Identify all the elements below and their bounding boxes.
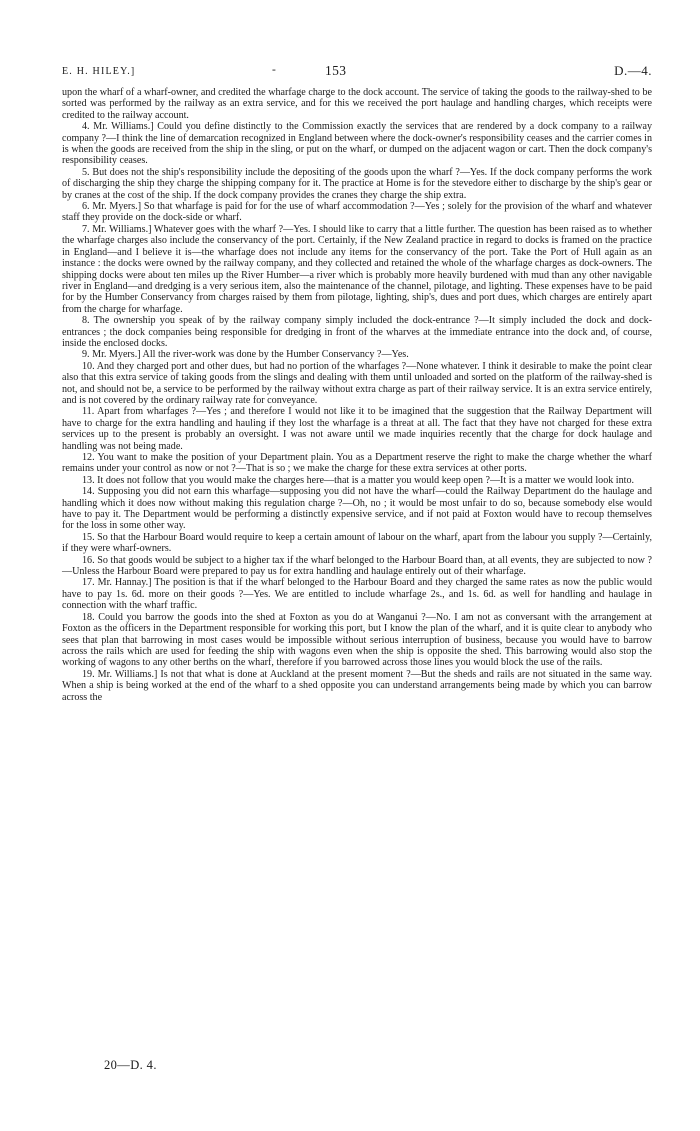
page-header bbox=[62, 60, 652, 80]
paragraph: 8. The ownership you speak of by the railway company simply included the dock-entrance ?—It simply included the dock and dock-entrances ; the dock companies being responsible for dredging in front of the wharves at the immediate entrance into the dock and, of course, inside the enclosed docks. bbox=[62, 315, 652, 349]
witness-name: E. H. HILEY.] bbox=[62, 66, 136, 77]
paragraph: 15. So that the Harbour Board would require to keep a certain amount of labour on the wharf, apart from the labour you supply ?—Certainly, if they were wharf-owners. bbox=[62, 531, 652, 555]
paragraph: 11. Apart from wharfages ?—Yes ; and therefore I would not like it to be imagined that the suggestion that the Railway Department will have to charge for the extra handling and hauling if they lost the wharfage is a threat at all. The fact that they have not charged for these extra services up to the present is probably an oversight. I was not aware until we made inquiries recently that the charge for dock haulage and handling was not being made. bbox=[62, 406, 652, 452]
document-page bbox=[62, 60, 652, 703]
paragraph: 12. You want to make the position of your Department plain. You as a Department reserve the right to make the charge whether the wharf remains under your control as now or not ?—That is so ; we make the charge for these extra services at other ports. bbox=[62, 452, 652, 475]
header-dash: - bbox=[272, 64, 277, 76]
paragraph: 10. And they charged port and other dues, but had no portion of the wharfages ?—None whatever. I think it desirable to make the point clear also that this extra service of taking goods from the slings and dealing with them until unloaded and sorted on the platform of the railway-shed is not, and should not be, a service to be performed by the railway without extra charge as part of their railway service. It is an extra service entirely, and is not covered by the ordinary railway rate for conveyance. bbox=[62, 360, 652, 406]
page-number: 153 bbox=[325, 63, 347, 78]
paragraph: 14. Supposing you did not earn this wharfage—supposing you did not have the wharf—could the Railway Department do the haulage and handling which it does now without making this regulation charge ?—Oh, no ; it would be most unfair to do so, because somebody else would have to pay it. The Department would be performing a distinctly expensive service, and if not paid at Foxton would have to recoup themselves for the loss in some other way. bbox=[62, 486, 652, 532]
paragraph: 5. But does not the ship's responsibility include the depositing of the goods upon the wharf ?—Yes. If the dock company performs the work of discharging the ship they charge the shipping company for it. The practice at Home is for the stevedore either to discharge by the ship's gear or by cranes at the cost of the ship. If the dock company provides the cranes they charge the ship extra. bbox=[62, 166, 652, 201]
paragraph: 17. Mr. Hannay.] The position is that if the wharf belonged to the Harbour Board and they charged the same rates as now the public would have to pay 1s. 6d. more on their goods ?—Yes. We are entitled to include wharfage 2s., and 1s. 6d. as well for handling and haulage in connection with the wharf traffic. bbox=[62, 577, 652, 612]
paragraph: 4. Mr. Williams.] Could you define distinctly to the Commission exactly the services that are rendered by a dock company to a railway company ?—I think the line of demarcation recognized in England between where the dock-owner's responsibility ceases and the carrier comes in is when the goods are received from the ship in the sling, or put on the wharf, or dumped on the adjacent wagon or cart. Then the dock company's responsibility ceases. bbox=[62, 121, 652, 167]
testimony-body bbox=[62, 87, 652, 703]
signature-mark: 20—D. 4. bbox=[104, 1058, 157, 1072]
paragraph: 6. Mr. Myers.] So that wharfage is paid for for the use of wharf accommodation ?—Yes ; solely for the provision of the wharf and whatever staff they provide on the dock-side or wharf. bbox=[62, 201, 652, 224]
paragraph: 16. So that goods would be subject to a higher tax if the wharf belonged to the Harbour Board than, at all events, they are subjected to now ?—Unless the Harbour Board were prepared to pay us for extra handling and haulage entirely out of their wharfage. bbox=[62, 554, 652, 578]
paragraph: 7. Mr. Williams.] Whatever goes with the wharf ?—Yes. I should like to carry that a little further. The question has been raised as to whether the wharfage charges also include the conservancy of the port. Certainly, if the New Zealand practice in regard to docks is framed on the practice in England—and I believe it is—the wharfage does not include any items for the conservancy of the port. Take the Port of Hull again as an instance : the docks were owned by the railway company, and they collected and retained the whole of the wharfage charges as dock-owners. The shipping docks were about ten miles up the River Humber—a river which is probably more heavily burdened with mud than any other navigable river in England—and dredging is a very serious item, also the maintenance of the channel, pilotage, and lighting. These expenses have to be paid for by the Humber Conservancy from charges raised by them from pilotage, lighting, ship's, dues and port dues, which charges are entirely apart from the charge for wharfage. bbox=[62, 223, 652, 315]
paragraph: upon the wharf of a wharf-owner, and credited the wharfage charge to the dock account. The service of taking the goods to the railway-shed to be sorted was performed by the railway as an extra service, and for this we received the port haulage and handling charges, which receipts were credited to the railway account. bbox=[62, 87, 652, 121]
paragraph: 9. Mr. Myers.] All the river-work was done by the Humber Conservancy ?—Yes. bbox=[82, 349, 409, 361]
document-reference: D.—4. bbox=[614, 63, 652, 78]
paragraph: 13. It does not follow that you would make the charges here—that is a matter you would keep open ?—It is a matter we would look into. bbox=[82, 474, 635, 486]
paragraph: 19. Mr. Williams.] Is not that what is done at Auckland at the present moment ?—But the sheds and rails are not situated in the same way. When a ship is being worked at the end of the wharf to a shed opposite you can understand arrangements being made by which you can barrow across the bbox=[62, 668, 652, 703]
paragraph: 18. Could you barrow the goods into the shed at Foxton as you do at Wanganui ?—No. I am not as conversant with the arrangement at Foxton as the officers in the Department responsible for working this port, but I know the plan of the wharf, and it is quite clear to anybody who sees that plan that barrowing in most cases would be impossible without serious interruption of business, because you would have to barrow across the rails which are used for feeding the ship with wagons even when the ship is opposite the shed. This barrowing would also stop the working of wagons to any other berths on the wharf, therefore if you barrowed across those lines you would block the use of the rails. bbox=[62, 611, 652, 669]
